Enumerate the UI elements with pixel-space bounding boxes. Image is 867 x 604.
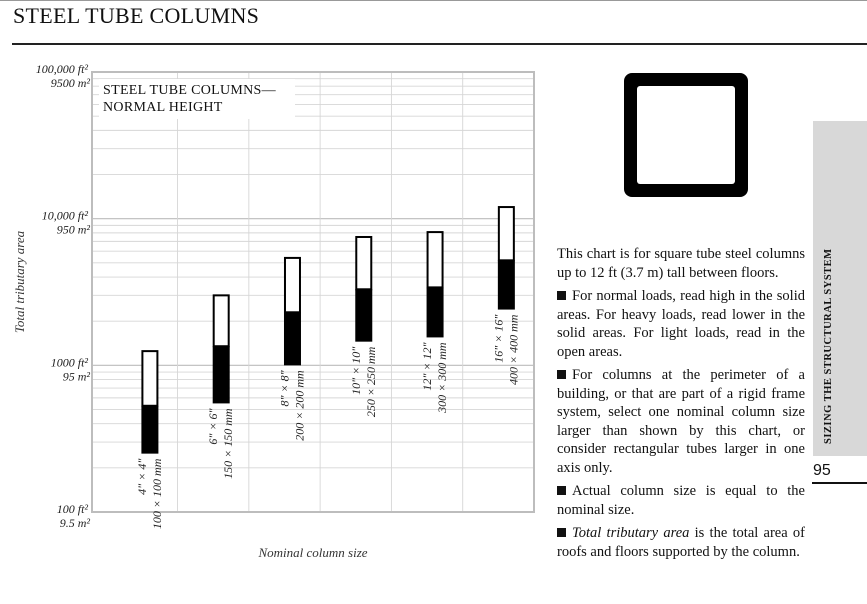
category-metric: 300 × 300 mm	[435, 342, 450, 413]
section-tab-label	[818, 248, 836, 444]
note-perimeter: For columns at the perimeter of a building, or that are part of a rigid frame system, select one nominal column size larger than shown by this chart, or consider rectangular tubes larger in one axis only.	[557, 367, 805, 476]
y-tick-labels	[36, 62, 91, 530]
bar-open-range	[499, 207, 514, 260]
bar-open-range	[428, 232, 443, 287]
y-tick-label: 100 ft²	[56, 502, 88, 516]
intro-paragraph: This chart is for square tube steel columns up to 12 ft (3.7 m) tall between floors.	[557, 246, 805, 281]
bar-solid-range	[355, 289, 372, 341]
bar-solid-range	[141, 406, 158, 454]
chart-title-line1: STEEL TUBE COLUMNS—	[103, 83, 276, 98]
bullet-icon	[557, 528, 566, 537]
category-label	[491, 314, 520, 385]
bar-open-range	[356, 237, 371, 289]
y-tick-label: 9500 m²	[50, 76, 90, 90]
bar-solid-range	[427, 287, 444, 337]
y-axis-title: Total tributary area	[12, 230, 27, 334]
y-tick-label: 100,000 ft²	[35, 62, 88, 76]
page-number-rule	[812, 482, 867, 484]
x-axis-title: Nominal column size	[258, 545, 368, 560]
category-imperial: 4" × 4"	[134, 458, 149, 495]
chart-title-line2: NORMAL HEIGHT	[103, 100, 223, 115]
category-label	[420, 341, 449, 413]
column-bars	[141, 207, 514, 454]
note-actual-size: Actual column size is equal to the nominal size.	[557, 483, 805, 518]
category-label	[135, 458, 164, 529]
bar-solid-range	[284, 312, 301, 365]
y-tick-label: 10,000 ft²	[41, 208, 88, 223]
bar-solid-range	[498, 260, 515, 309]
bullet-icon	[557, 486, 566, 495]
bullet-icon	[557, 370, 566, 379]
note-loads: For normal loads, read high in the solid areas. For heavy loads, read lower in the solid areas. For light loads, read in the open areas.	[557, 288, 805, 360]
category-metric: 400 × 400 mm	[506, 314, 521, 386]
category-imperial: 10" × 10"	[348, 346, 363, 395]
bar-open-range	[142, 351, 157, 406]
bar-solid-range	[213, 346, 230, 403]
y-tick-label: 95 m²	[62, 369, 90, 384]
y-tick-label: 9.5 m²	[59, 516, 90, 530]
note-tributary-area: Total tributary area is the total area of roofs and floors supported by the column.	[557, 525, 806, 560]
bullet-icon	[557, 291, 566, 300]
category-imperial: 8" × 8"	[277, 370, 292, 407]
section-label: SIZING THE STRUCTURAL SYSTEM	[823, 248, 834, 444]
category-metric: 150 × 150 mm	[221, 408, 236, 479]
chart-description	[557, 245, 805, 566]
category-imperial: 6" × 6"	[206, 408, 221, 445]
y-tick-label: 1000 ft²	[50, 355, 88, 370]
page-title: STEEL TUBE COLUMNS	[13, 3, 260, 28]
bar-open-range	[214, 295, 229, 346]
y-tick-label: 950 m²	[56, 222, 90, 237]
category-metric: 200 × 200 mm	[292, 370, 307, 441]
category-imperial: 12" × 12"	[420, 342, 435, 391]
category-imperial: 16" × 16"	[491, 314, 506, 363]
category-label	[349, 346, 378, 417]
category-metric: 250 × 250 mm	[363, 346, 378, 418]
bar-open-range	[285, 258, 300, 312]
category-label	[277, 369, 306, 440]
square-tube-section-icon	[624, 73, 748, 197]
page-number: 95	[813, 462, 831, 479]
category-metric: 100 × 100 mm	[149, 458, 164, 530]
